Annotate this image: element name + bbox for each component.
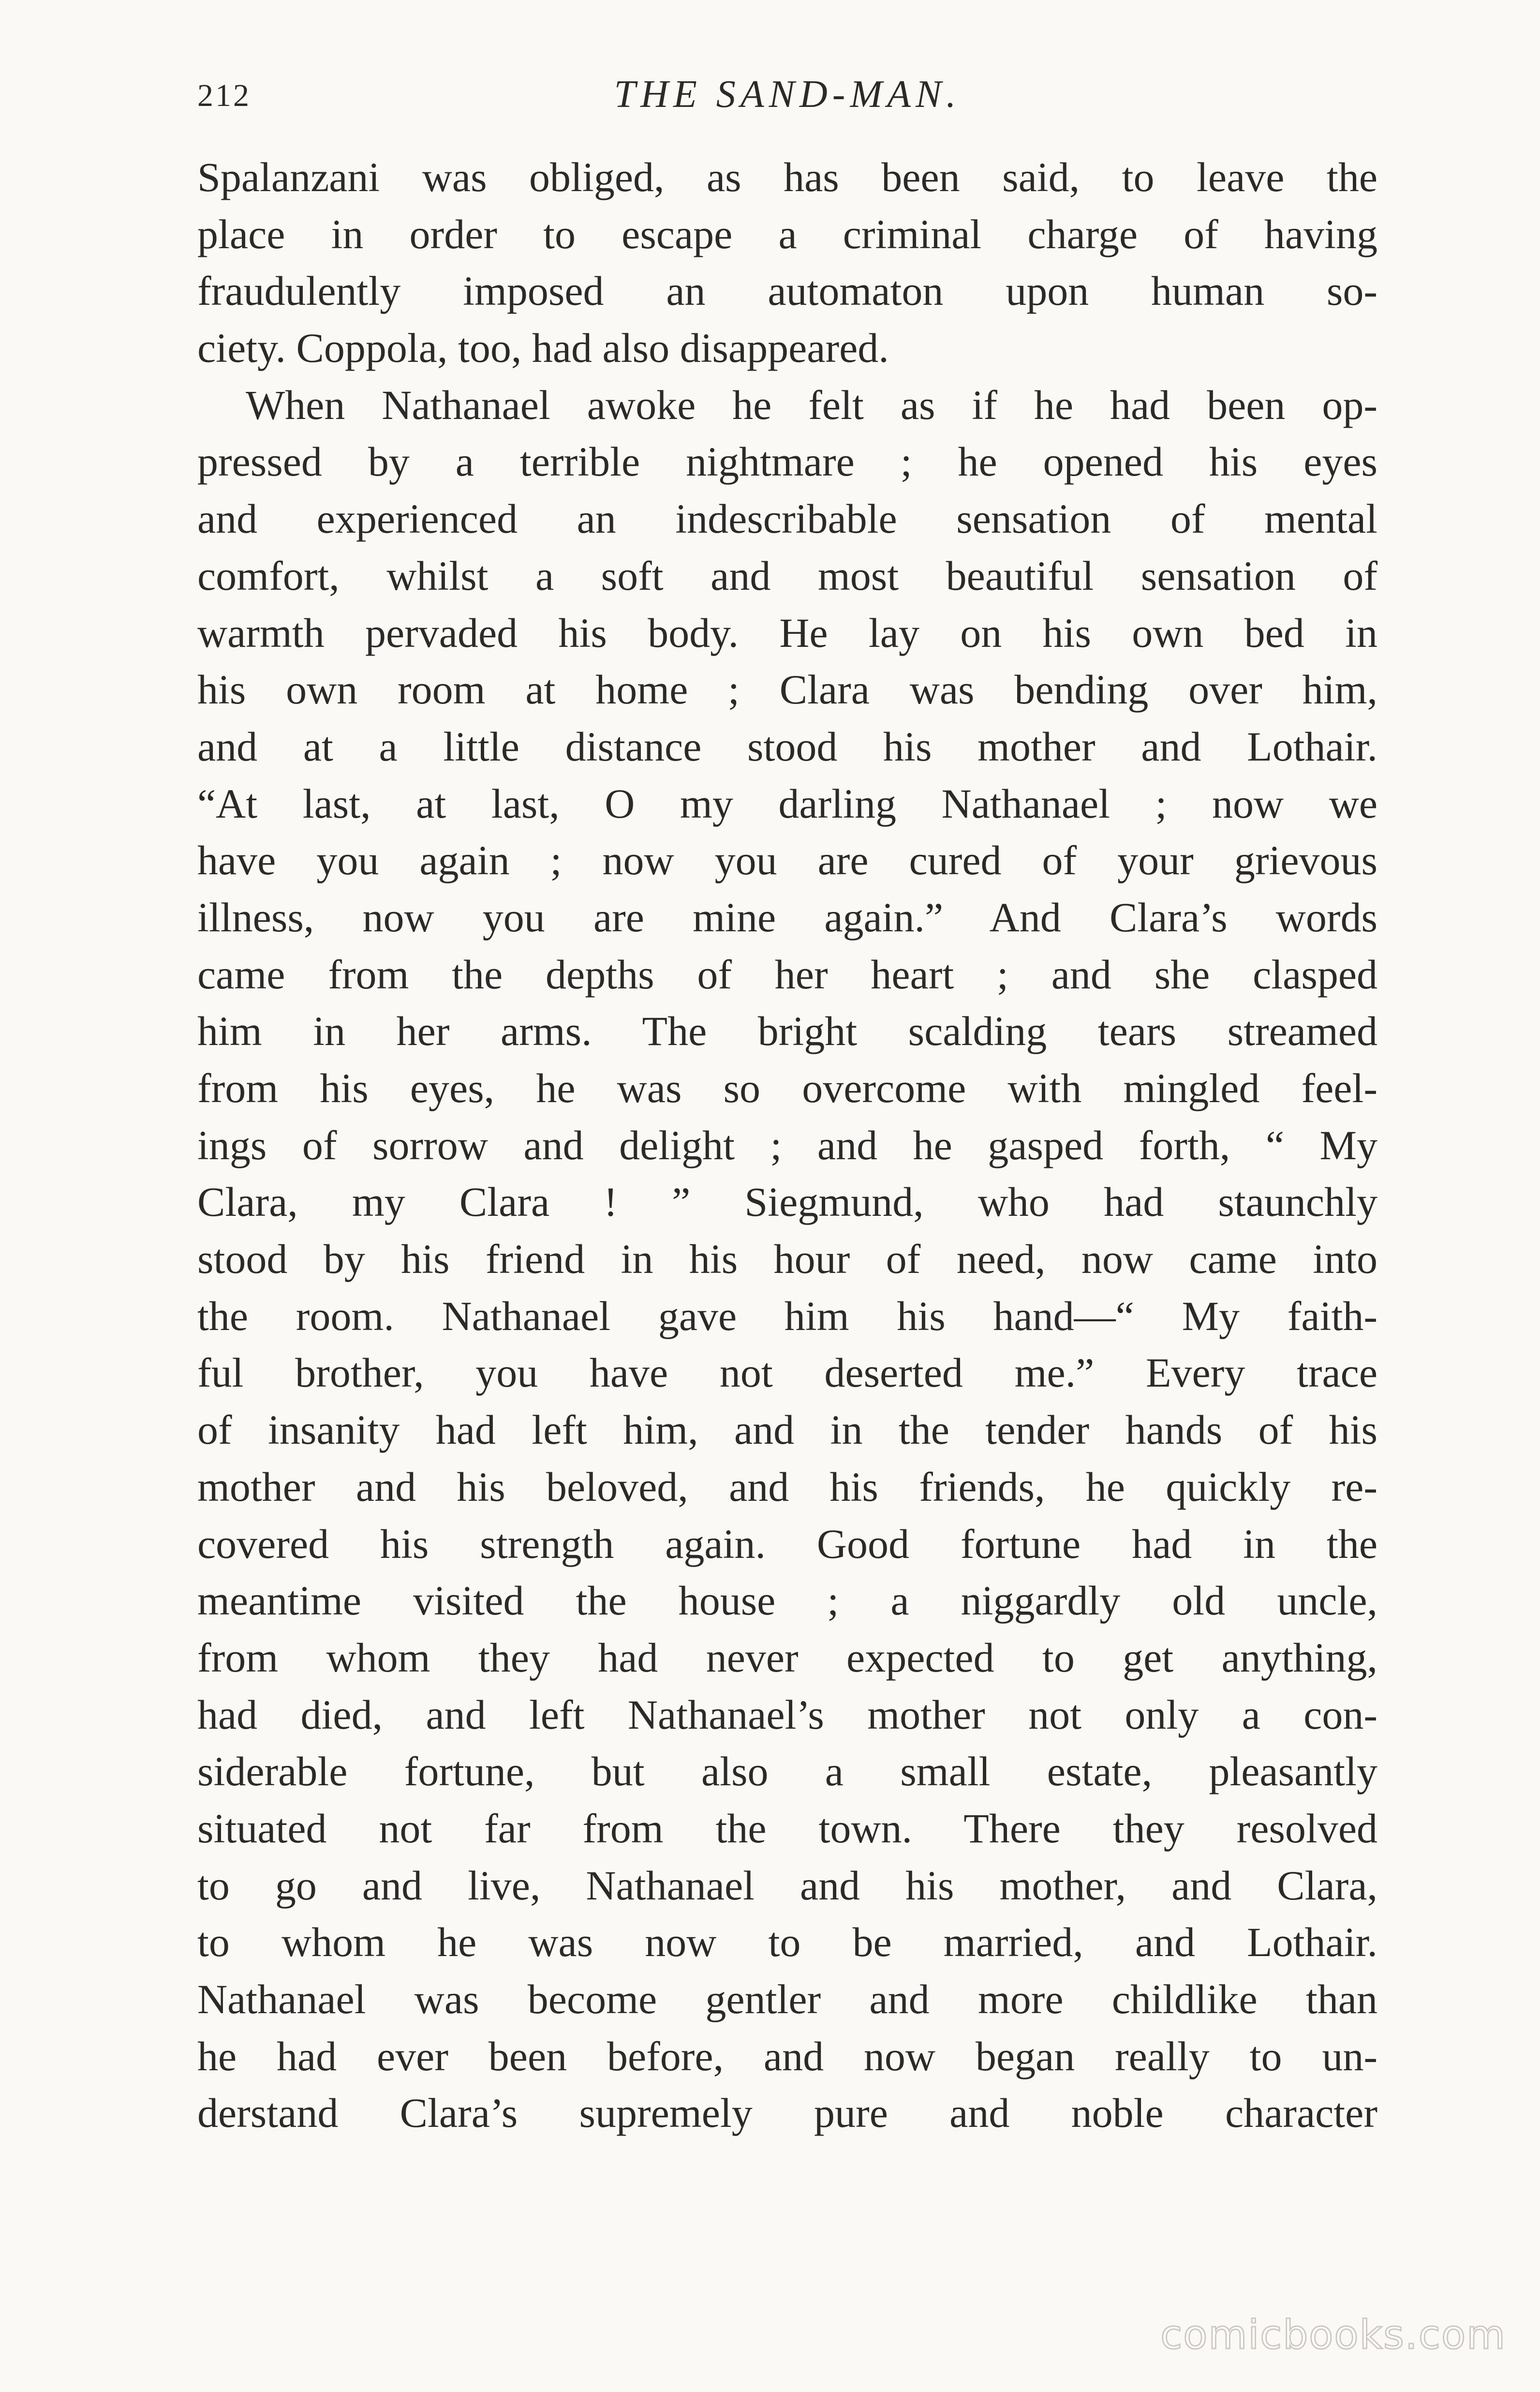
running-header — [197, 73, 1377, 126]
text-line: ciety. Coppola, too, had also disappeared. — [197, 325, 889, 372]
text-line: from whom they had never expected to get anything, — [197, 1634, 1377, 1681]
text-line: When Nathanael awoke he felt as if he had been op- — [246, 381, 1377, 428]
text-line: place in order to escape a criminal charge of having — [197, 210, 1377, 257]
page-number: 212 — [197, 78, 251, 113]
text-line: him in her arms. The bright scalding tears streamed — [197, 1008, 1377, 1055]
text-line: Spalanzani was obliged, as has been said, to leave the — [197, 154, 1377, 200]
text-line: mother and his beloved, and his friends, he quickly re- — [197, 1463, 1377, 1510]
text-line: and experienced an indescribable sensation of mental — [197, 495, 1377, 542]
text-line: illness, now you are mine again.” And Clara’s words — [197, 894, 1377, 941]
text-line: he had ever been before, and now began really to un- — [197, 2033, 1377, 2079]
text-line: of insanity had left him, and in the tender hands of his — [197, 1406, 1377, 1453]
text-line: “At last, at last, O my darling Nathanael ; now we — [197, 780, 1377, 827]
text-line: ful brother, you have not deserted me.” Every trace — [197, 1349, 1377, 1396]
text-line: fraudulently imposed an automaton upon human so- — [197, 268, 1377, 314]
text-line: warmth pervaded his body. He lay on his own bed in — [197, 609, 1377, 656]
text-line: stood by his friend in his hour of need, now came into — [197, 1236, 1377, 1283]
text-line: situated not far from the town. There they resolved — [197, 1805, 1377, 1852]
text-line: siderable fortune, but also a small estate, pleasantly — [197, 1748, 1377, 1795]
text-line: came from the depths of her heart ; and she clasped — [197, 951, 1377, 998]
watermark: comicbooks.com — [1160, 2312, 1506, 2358]
text-line: and at a little distance stood his mother and Lothair. — [197, 723, 1377, 770]
text-line: comfort, whilst a soft and most beautiful sensation of — [197, 552, 1377, 599]
text-line: ings of sorrow and delight ; and he gasped forth, “ My — [197, 1121, 1377, 1168]
text-line: derstand Clara’s supremely pure and noble character — [197, 2090, 1377, 2137]
text-line: the room. Nathanael gave him his hand—“ My faith- — [197, 1292, 1377, 1339]
text-line: from his eyes, he was so overcome with mingled feel- — [197, 1065, 1377, 1111]
text-line: covered his strength again. Good fortune had in the — [197, 1520, 1377, 1567]
text-line: to whom he was now to be married, and Lothair. — [197, 1919, 1377, 1966]
text-line: had died, and left Nathanael’s mother not only a con- — [197, 1691, 1377, 1738]
text-line: his own room at home ; Clara was bending over him, — [197, 666, 1377, 713]
text-line: meantime visited the house ; a niggardly old uncle, — [197, 1577, 1377, 1624]
body-text — [197, 149, 1377, 2142]
text-line: Nathanael was become gentler and more childlike than — [197, 1976, 1377, 2022]
text-line: have you again ; now you are cured of your grievous — [197, 837, 1377, 884]
text-line: pressed by a terrible nightmare ; he opened his eyes — [197, 438, 1377, 485]
text-line: to go and live, Nathanael and his mother, and Clara, — [197, 1862, 1377, 1909]
running-title: THE SAND-MAN. — [614, 73, 961, 116]
text-line: Clara, my Clara ! ” Siegmund, who had staunchly — [197, 1179, 1377, 1226]
